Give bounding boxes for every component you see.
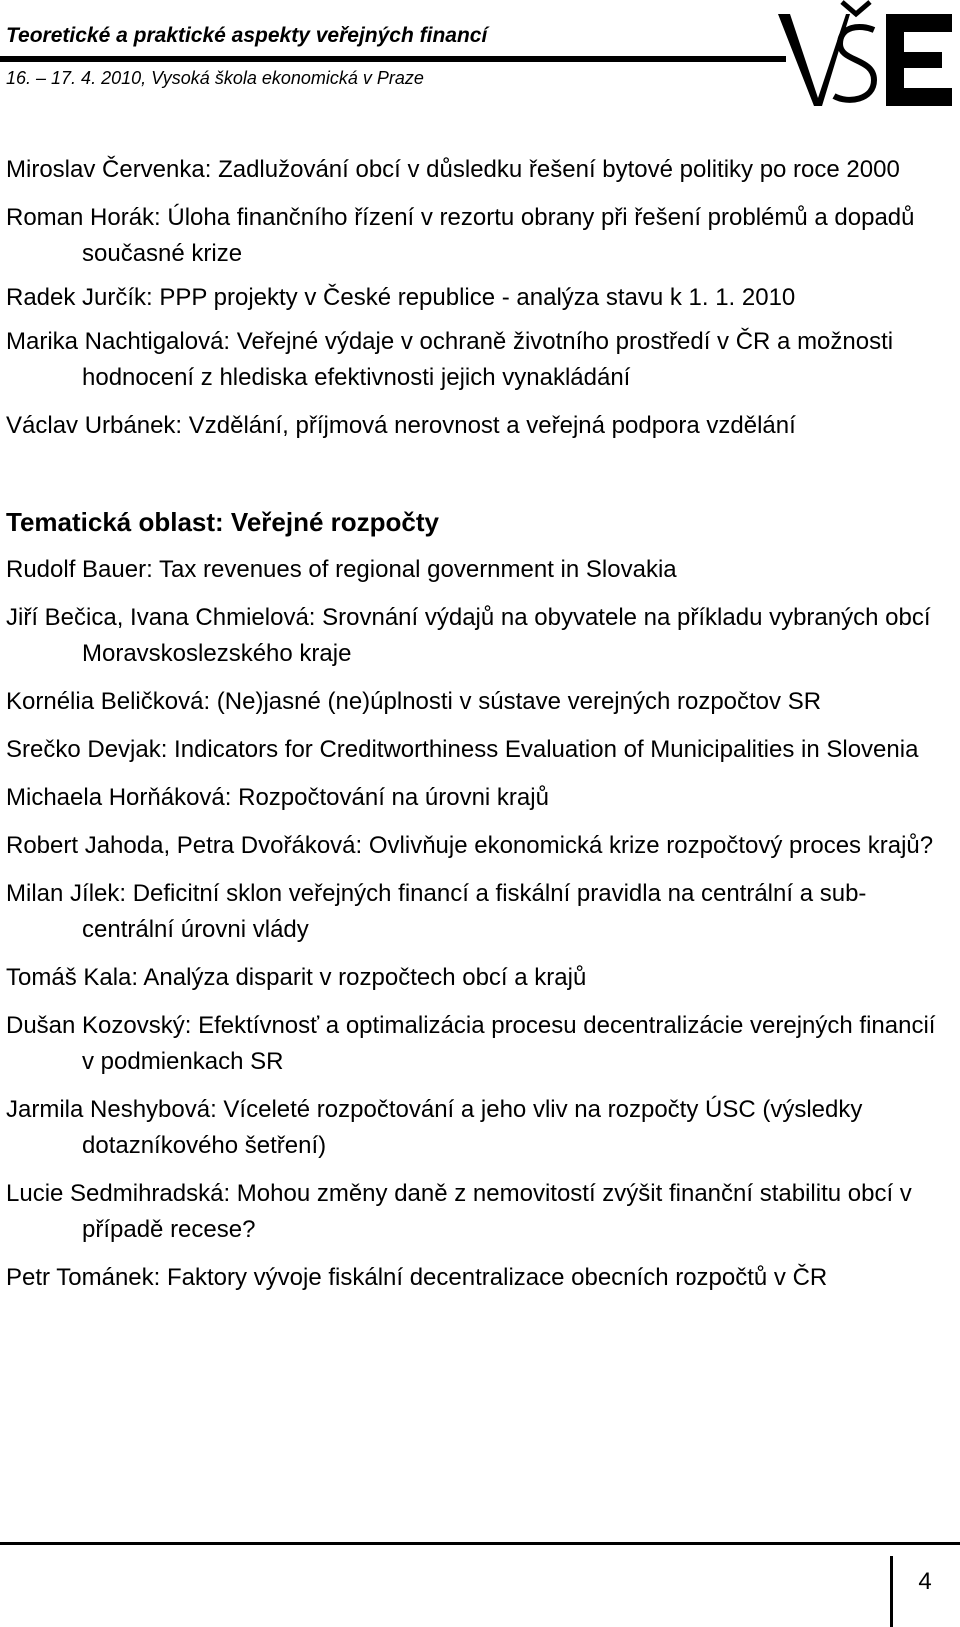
list-item: Marika Nachtigalová: Veřejné výdaje v ochraně životního prostředí v ČR a možnosti hodnocení z hlediska efektivnosti jejich vynakládání	[6, 328, 894, 391]
list-item: Jiří Bečica, Ivana Chmielová: Srovnání výdajů na obyvatele na příkladu vybraných obcí Moravskoslezského kraje	[6, 604, 931, 667]
header-rule	[0, 56, 786, 62]
list-item: Tomáš Kala: Analýza disparit v rozpočtech obcí a krajů	[6, 964, 587, 991]
conference-title: Teoretické a praktické aspekty veřejných financí	[6, 24, 488, 47]
list-item: Václav Urbánek: Vzdělání, příjmová nerovnost a veřejná podpora vzdělání	[6, 412, 796, 439]
list-item: Kornélia Beličková: (Ne)jasné (ne)úplnosti v sústave verejných rozpočtov SR	[6, 688, 822, 715]
list-item: Rudolf Bauer: Tax revenues of regional government in Slovakia	[6, 556, 677, 583]
paper-list	[6, 152, 946, 1308]
list-item: Dušan Kozovský: Efektívnosť a optimalizácia procesu decentralizácie verejných financií v podmienkach SR	[6, 1012, 936, 1075]
list-item: Jarmila Neshybová: Víceleté rozpočtování a jeho vliv na rozpočty ÚSC (výsledky dotazníkového šetření)	[6, 1096, 863, 1159]
list-item: Milan Jílek: Deficitní sklon veřejných financí a fiskální pravidla na centrální a sub-centrální úrovni vlády	[6, 880, 867, 943]
list-item: Petr Tománek: Faktory vývoje fiskální decentralizace obecních rozpočtů v ČR	[6, 1264, 828, 1291]
section-heading: Tematická oblast: Veřejné rozpočty	[6, 507, 439, 537]
vse-logo	[778, 0, 960, 112]
footer-rule	[0, 1542, 960, 1545]
list-item: Robert Jahoda, Petra Dvořáková: Ovlivňuje ekonomická krize rozpočtový proces krajů?	[6, 832, 934, 859]
page-number: 4	[918, 1568, 932, 1595]
list-item: Lucie Sedmihradská: Mohou změny daně z nemovitostí zvýšit finanční stabilitu obcí v případě recese?	[6, 1180, 912, 1243]
conference-date: 16. – 17. 4. 2010, Vysoká škola ekonomická v Praze	[6, 68, 424, 88]
list-item: Srečko Devjak: Indicators for Creditworthiness Evaluation of Municipalities in Slovenia	[6, 736, 919, 763]
list-item: Miroslav Červenka: Zadlužování obcí v důsledku řešení bytové politiky po roce 2000	[6, 156, 900, 183]
list-item: Michaela Horňáková: Rozpočtování na úrovni krajů	[6, 784, 549, 811]
list-item: Roman Horák: Úloha finančního řízení v rezortu obrany při řešení problémů a dopadů současné krize	[6, 204, 915, 267]
page-header	[0, 0, 960, 112]
list-item: Radek Jurčík: PPP projekty v České republice - analýza stavu k 1. 1. 2010	[6, 284, 796, 311]
